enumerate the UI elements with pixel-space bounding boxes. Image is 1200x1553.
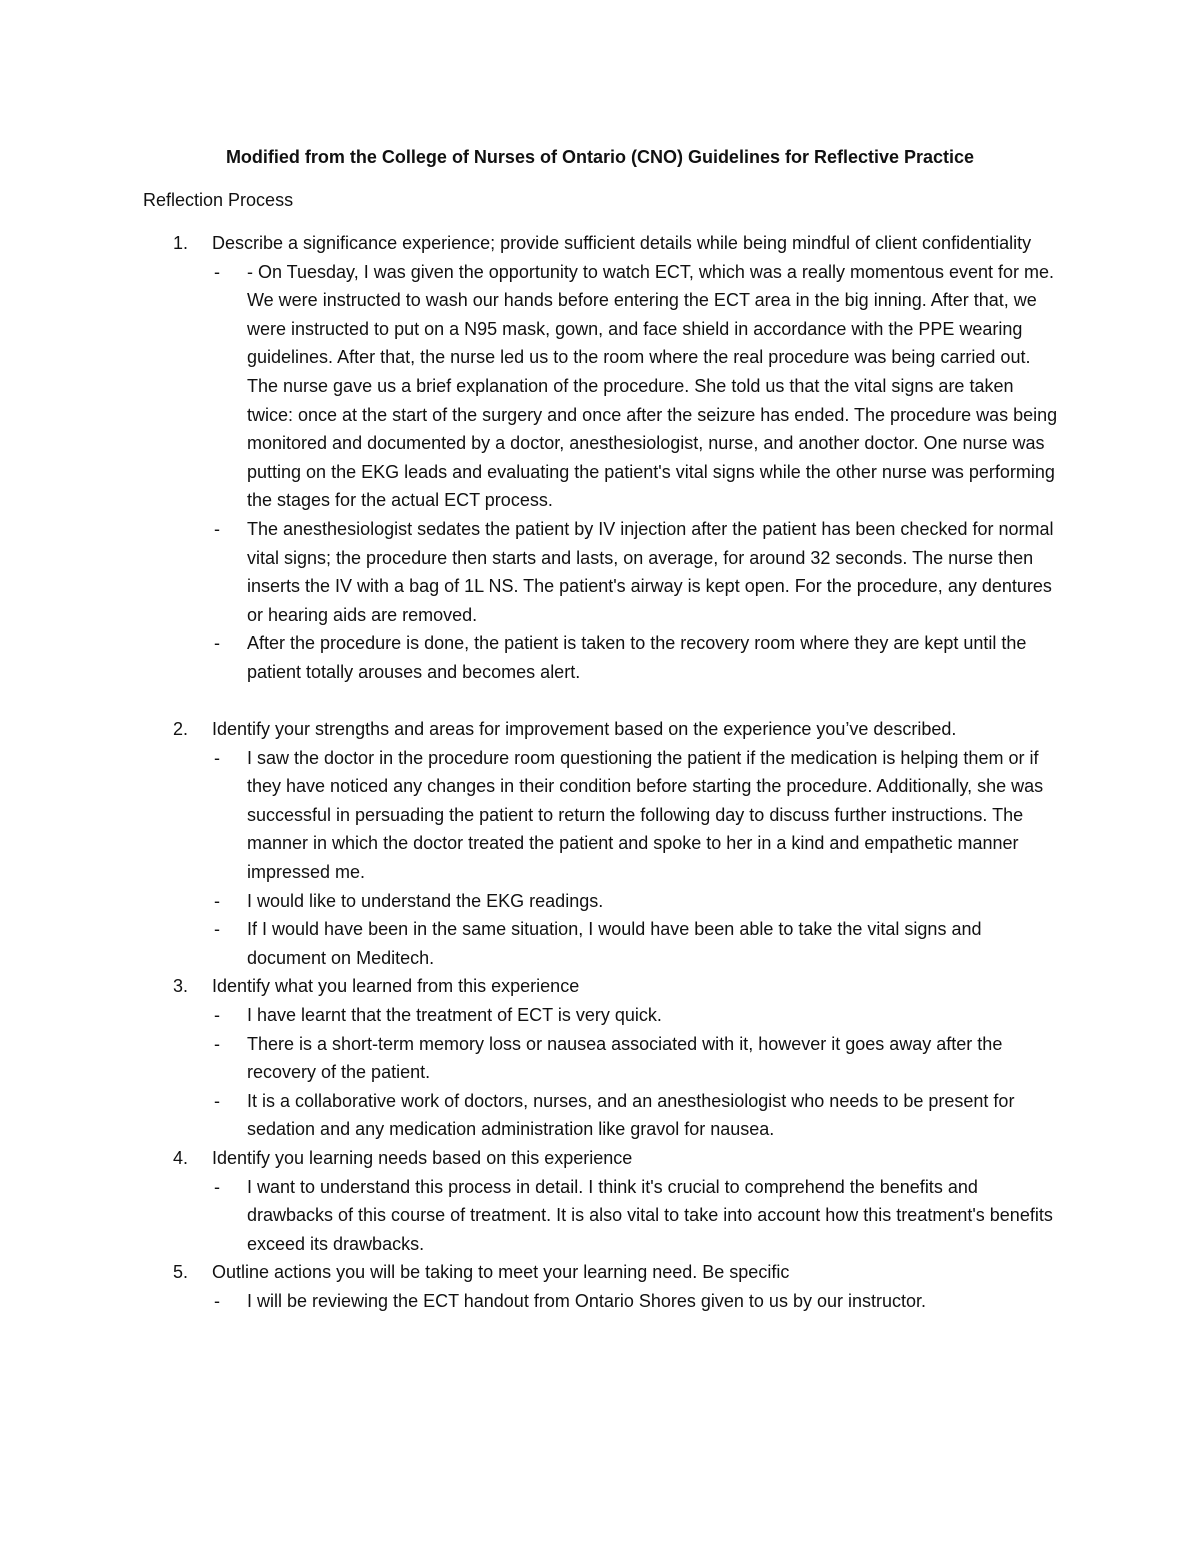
list-item bbox=[143, 1144, 1063, 1258]
bullet-marker: - bbox=[214, 518, 220, 539]
bullet-marker: - bbox=[214, 1005, 220, 1026]
bullet-item bbox=[212, 1087, 1063, 1144]
bullet-item bbox=[212, 1287, 1063, 1316]
bullet-text: There is a short-term memory loss or nausea associated with it, however it goes away after the recovery of the patient. bbox=[247, 1033, 1003, 1083]
item-number: 5. bbox=[173, 1262, 189, 1283]
item-number: 3. bbox=[173, 976, 189, 997]
bullet-marker: - bbox=[214, 1090, 220, 1111]
bullet-item bbox=[212, 915, 1063, 972]
reflection-list bbox=[143, 229, 1063, 1316]
item-prompt: Outline actions you will be taking to meet your learning need. Be specific bbox=[212, 1262, 790, 1283]
bullet-list bbox=[212, 258, 1063, 687]
document-title: Modified from the College of Nurses of Ontario (CNO) Guidelines for Reflective Practice bbox=[225, 147, 975, 167]
list-item bbox=[143, 229, 1063, 687]
bullet-text: I will be reviewing the ECT handout from Ontario Shores given to us by our instructor. bbox=[247, 1290, 926, 1311]
section-heading: Reflection Process bbox=[143, 190, 294, 210]
list-item bbox=[143, 1258, 1063, 1315]
bullet-item bbox=[212, 629, 1063, 686]
bullet-marker: - bbox=[214, 747, 220, 768]
bullet-text: After the procedure is done, the patient is taken to the recovery room where they are kept until the patient totally arouses and becomes alert. bbox=[247, 633, 1027, 682]
bullet-text: I have learnt that the treatment of ECT is very quick. bbox=[247, 1005, 662, 1026]
bullet-marker: - bbox=[214, 1290, 220, 1311]
bullet-list bbox=[212, 1001, 1063, 1144]
bullet-list bbox=[212, 744, 1063, 973]
bullet-marker: - bbox=[214, 890, 220, 911]
list-item bbox=[143, 715, 1063, 972]
bullet-marker: - bbox=[214, 261, 220, 282]
bullet-text: The anesthesiologist sedates the patient by IV injection after the patient has been checked for normal vital signs; the procedure then starts and lasts, on average, for around 32 seconds. The nurse then inserts the IV with a bag of 1L NS. The patient's airway is kept open. For the procedure, any dentures or hearing aids are removed. bbox=[247, 518, 1054, 625]
bullet-marker: - bbox=[214, 1176, 220, 1197]
bullet-marker: - bbox=[214, 1033, 220, 1054]
bullet-item bbox=[212, 887, 1063, 916]
bullet-text: I would like to understand the EKG readings. bbox=[247, 890, 604, 911]
bullet-marker: - bbox=[214, 919, 220, 940]
bullet-list bbox=[212, 1173, 1063, 1259]
bullet-text: I saw the doctor in the procedure room questioning the patient if the medication is helping them or if they have noticed any changes in their condition before starting the procedure. Additionally, she was successful in persuading the patient to return the following day to discuss further instructions. The manner in which the doctor treated the patient and spoke to her in a kind and empathetic manner impressed me. bbox=[247, 747, 1044, 883]
bullet-text: - On Tuesday, I was given the opportunity to watch ECT, which was a really momentous event for me. We were instructed to wash our hands before entering the ECT area in the big inning. After that, we were instructed to put on a N95 mask, gown, and face shield in accordance with the PPE wearing guidelines. After that, the nurse led us to the room where the real procedure was being carried out. The nurse gave us a brief explanation of the procedure. She told us that the vital signs are taken twice: once at the start of the surgery and once after the seizure has ended. The procedure was being monitored and documented by a doctor, anesthesiologist, nurse, and another doctor. One nurse was putting on the EKG leads and evaluating the patient's vital signs while the other nurse was performing the stages for the actual ECT process. bbox=[247, 261, 1058, 511]
item-number: 4. bbox=[173, 1148, 189, 1168]
bullet-item bbox=[212, 1030, 1063, 1087]
bullet-marker: - bbox=[214, 633, 220, 654]
bullet-item bbox=[212, 258, 1063, 515]
item-prompt: Identify what you learned from this experience bbox=[212, 976, 580, 997]
bullet-item bbox=[212, 515, 1063, 629]
item-prompt: Identify your strengths and areas for improvement based on the experience you’ve described. bbox=[212, 719, 957, 740]
list-item bbox=[143, 972, 1063, 1144]
item-prompt: Describe a significance experience; provide sufficient details while being mindful of client confidentiality bbox=[212, 233, 1032, 253]
item-number: 2. bbox=[173, 719, 189, 740]
bullet-text: It is a collaborative work of doctors, nurses, and an anesthesiologist who needs to be present for sedation and any medication administration like gravol for nausea. bbox=[247, 1090, 1015, 1140]
bullet-text: I want to understand this process in detail. I think it's crucial to comprehend the benefits and drawbacks of this course of treatment. It is also vital to take into account how this treatment's benefits exceed its drawbacks. bbox=[247, 1176, 1053, 1254]
bullet-item bbox=[212, 1173, 1063, 1259]
bullet-item bbox=[212, 1001, 1063, 1030]
item-number: 1. bbox=[173, 233, 189, 253]
bullet-list bbox=[212, 1287, 1063, 1316]
bullet-text: If I would have been in the same situation, I would have been able to take the vital signs and document on Meditech. bbox=[247, 919, 982, 968]
item-prompt: Identify you learning needs based on this experience bbox=[212, 1148, 633, 1168]
bullet-item bbox=[212, 744, 1063, 887]
